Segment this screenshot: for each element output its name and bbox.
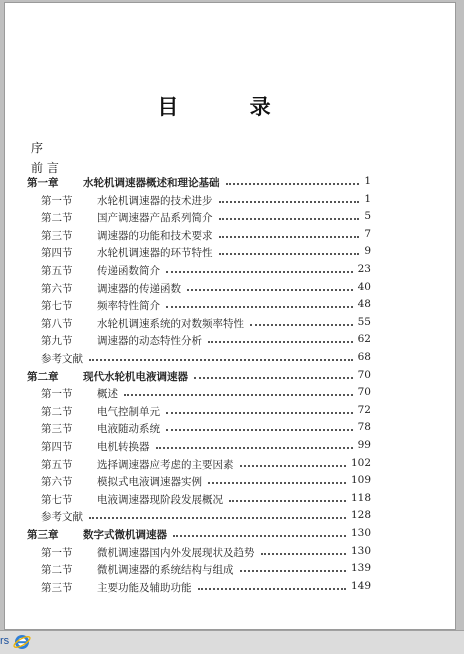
toc-section-row <box>5 193 455 210</box>
toc-section-row <box>5 545 455 562</box>
section-title: 模拟式电液调速器实例 <box>97 476 202 489</box>
chapter-label: 第一章 <box>27 177 59 189</box>
chapter-title: 水轮机调速器概述和理论基础 <box>83 177 220 189</box>
toc-section-row <box>5 457 455 474</box>
section-title: 水轮机调速器的技术进步 <box>97 194 213 207</box>
section-title: 电液随动系统 <box>97 423 160 436</box>
page-number: 9 <box>364 245 371 258</box>
section-label: 第四节 <box>41 247 73 260</box>
dot-leader <box>219 201 359 203</box>
chapter-label: 第二章 <box>27 370 59 383</box>
section-title: 国产调速器产品系列简介 <box>97 212 213 225</box>
toc-section-row <box>5 509 455 526</box>
dot-leader <box>166 271 353 273</box>
page-number: 139 <box>350 562 371 575</box>
dot-leader <box>187 289 353 291</box>
page-number: 70 <box>357 386 371 399</box>
dot-leader <box>219 236 359 238</box>
toc-chapter-row <box>5 527 455 544</box>
page-number: 118 <box>350 491 371 504</box>
toc-section-row <box>5 386 455 403</box>
section-label: 参考文献 <box>41 511 83 524</box>
dot-leader <box>166 306 353 308</box>
section-title: 微机调速器国内外发展现状及趋势 <box>97 546 255 559</box>
dot-leader <box>166 429 353 431</box>
dot-leader <box>166 412 353 414</box>
section-title: 水轮机调速器的环节特性 <box>97 247 213 260</box>
section-label: 第六节 <box>41 476 73 489</box>
page-number: 109 <box>350 474 371 487</box>
section-label: 第一节 <box>41 388 73 401</box>
page-number: 5 <box>364 210 371 223</box>
toc-section-row <box>5 492 455 509</box>
section-title: 电机转换器 <box>97 441 150 453</box>
toc-section-row <box>5 333 455 350</box>
section-label: 第九节 <box>41 335 73 348</box>
page-number: 130 <box>350 527 371 539</box>
toc-section-row <box>5 298 455 315</box>
section-title: 主要功能及辅助功能 <box>97 581 192 594</box>
page-number: 68 <box>357 351 371 363</box>
dot-leader <box>261 553 346 555</box>
page-number: 55 <box>357 315 371 328</box>
section-label: 参考文献 <box>41 353 83 365</box>
section-label: 第六节 <box>41 282 73 295</box>
section-title: 频率特性简介 <box>97 300 160 313</box>
section-label: 第一节 <box>41 194 73 207</box>
dot-leader <box>198 588 346 590</box>
page-number: 7 <box>364 227 371 240</box>
page-number: 128 <box>350 509 371 522</box>
foreword-entry: 前 言 <box>31 161 59 175</box>
dot-leader <box>156 447 353 449</box>
section-title: 电气控制单元 <box>97 405 160 418</box>
toc-chapter-row <box>5 369 455 386</box>
page-number: 78 <box>357 421 371 434</box>
dot-leader <box>250 324 353 326</box>
toc-section-row <box>5 474 455 491</box>
toc-section-row <box>5 351 455 368</box>
page-number: 1 <box>364 192 371 205</box>
section-label: 第一节 <box>41 546 73 559</box>
preface-entry: 序 <box>31 141 44 155</box>
page-number: 48 <box>357 298 371 311</box>
section-title: 选择调速器应考虑的主要因素 <box>97 458 234 471</box>
section-title: 微机调速器的系统结构与组成 <box>97 564 234 577</box>
dot-leader <box>240 570 346 572</box>
taskbar <box>0 630 464 654</box>
toc-section-row <box>5 562 455 579</box>
page-number: 99 <box>357 439 371 451</box>
dot-leader <box>226 183 359 185</box>
section-title: 电液调速器现阶段发展概况 <box>97 493 223 506</box>
dot-leader <box>208 341 353 343</box>
section-label: 第五节 <box>41 458 73 471</box>
section-title: 调速器的功能和技术要求 <box>97 229 213 242</box>
document-page <box>4 2 456 630</box>
section-label: 第二节 <box>41 212 73 225</box>
page-number: 102 <box>350 456 371 469</box>
dot-leader <box>219 253 359 255</box>
page-number: 72 <box>357 403 371 416</box>
page-number: 130 <box>350 544 371 557</box>
section-label: 第二节 <box>41 405 73 418</box>
dot-leader <box>208 482 346 484</box>
section-label: 第三节 <box>41 229 73 242</box>
dot-leader <box>89 359 353 361</box>
toc-section-row <box>5 404 455 421</box>
internet-explorer-icon[interactable] <box>13 633 31 651</box>
section-label: 第三节 <box>41 423 73 436</box>
toc-chapter-row <box>5 175 455 192</box>
section-title: 调速器的动态特性分析 <box>97 335 202 348</box>
toc-section-row <box>5 281 455 298</box>
page-number: 23 <box>357 263 371 275</box>
chapter-title: 现代水轮机电液调速器 <box>83 370 188 383</box>
section-label: 第八节 <box>41 317 73 330</box>
dot-leader <box>194 377 353 379</box>
dot-leader <box>124 394 353 396</box>
section-label: 第五节 <box>41 265 73 277</box>
toc-section-row <box>5 263 455 280</box>
page-number: 1 <box>364 175 371 187</box>
dot-leader <box>229 500 346 502</box>
section-title: 调速器的传递函数 <box>97 282 181 295</box>
section-label: 第二节 <box>41 564 73 577</box>
toc-section-row <box>5 439 455 456</box>
page-number: 70 <box>357 368 371 381</box>
section-label: 第四节 <box>41 441 73 453</box>
dot-leader <box>173 535 346 537</box>
section-title: 传递函数简介 <box>97 265 160 277</box>
dot-leader <box>219 218 359 220</box>
section-label: 第七节 <box>41 493 73 506</box>
toc-section-row <box>5 580 455 597</box>
page-title: 目 录 <box>157 94 303 119</box>
toc-section-row <box>5 421 455 438</box>
section-label: 第三节 <box>41 581 73 594</box>
chapter-title: 数字式微机调速器 <box>83 529 167 541</box>
dot-leader <box>89 517 346 519</box>
toc-section-row <box>5 210 455 227</box>
toc-section-row <box>5 245 455 262</box>
page-number: 62 <box>357 333 371 346</box>
chapter-label: 第三章 <box>27 529 59 541</box>
toc-section-row <box>5 316 455 333</box>
section-title: 概述 <box>97 388 118 401</box>
dot-leader <box>240 465 346 467</box>
taskbar-label: rs <box>0 635 10 647</box>
section-label: 第七节 <box>41 300 73 313</box>
page-number: 149 <box>350 579 371 592</box>
section-title: 水轮机调速系统的对数频率特性 <box>97 317 244 330</box>
page-number: 40 <box>357 280 371 293</box>
toc-section-row <box>5 228 455 245</box>
